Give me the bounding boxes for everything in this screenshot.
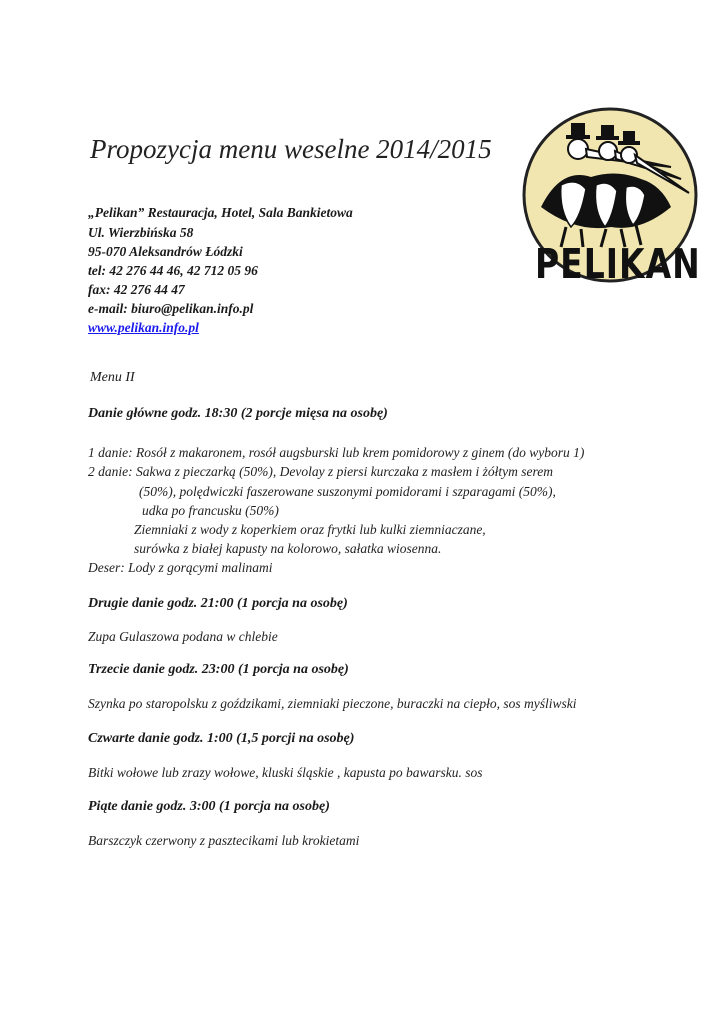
contact-tel: tel: 42 276 44 46, 42 712 05 96 (88, 263, 258, 278)
menu-line: Deser: Lody z gorącymi malinami (88, 560, 273, 575)
pelican-logo-icon (521, 107, 699, 288)
menu-title: Menu II (90, 370, 135, 385)
menu-line: Zupa Gulaszowa podana w chlebie (88, 629, 278, 644)
contact-name: „Pelikan” Restauracja, Hotel, Sala Bankietowa (88, 205, 353, 220)
menu-line: Szynka po staropolsku z goździkami, ziemniaki pieczone, buraczki na ciepło, sos myśliwski (88, 696, 577, 711)
section-heading: Czwarte danie godz. 1:00 (1,5 porcji na osobę) (88, 731, 355, 746)
section-heading: Trzecie danie godz. 23:00 (1 porcja na osobę) (88, 662, 349, 677)
menu-line: Ziemniaki z wody z koperkiem oraz frytki lub kulki ziemniaczane, (134, 522, 486, 537)
logo-text: PELIKAN (535, 239, 701, 288)
menu-line: (50%), polędwiczki faszerowane suszonymi pomidorami i szparagami (50%), (139, 484, 556, 499)
contact-street: Ul. Wierzbińska 58 (88, 225, 194, 240)
menu-line: 1 danie: Rosół z makaronem, rosół augsburski lub krem pomidorowy z ginem (do wyboru 1) (88, 445, 585, 460)
menu-line: surówka z białej kapusty na kolorowo, sałatka wiosenna. (134, 541, 442, 556)
section-heading: Danie główne godz. 18:30 (2 porcje mięsa na osobę) (88, 406, 388, 421)
section-heading: Drugie danie godz. 21:00 (1 porcja na osobę) (88, 596, 348, 611)
menu-line: Barszczyk czerwony z pasztecikami lub krokietami (88, 833, 360, 848)
page-title: Propozycja menu weselne 2014/2015 (90, 134, 492, 164)
menu-line: udka po francusku (50%) (142, 503, 279, 518)
section-heading: Piąte danie godz. 3:00 (1 porcja na osobę) (88, 799, 330, 814)
contact-fax: fax: 42 276 44 47 (88, 282, 185, 297)
menu-line: Bitki wołowe lub zrazy wołowe, kluski śląskie , kapusta po bawarsku. sos (88, 765, 483, 780)
contact-email: e-mail: biuro@pelikan.info.pl (88, 301, 254, 316)
contact-website-link[interactable]: www.pelikan.info.pl (88, 320, 199, 335)
contact-city: 95-070 Aleksandrów Łódzki (88, 244, 243, 259)
menu-line: 2 danie: Sakwa z pieczarką (50%), Devolay z piersi kurczaka z masłem i żółtym serem (88, 464, 554, 479)
